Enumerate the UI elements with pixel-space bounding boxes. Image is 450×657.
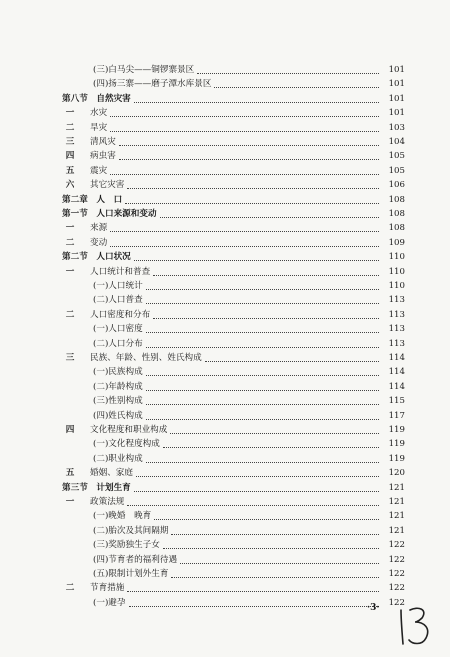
toc-entry-page: 105 <box>388 151 405 162</box>
toc-leader <box>134 481 379 492</box>
toc-leader <box>163 538 379 549</box>
toc-entry-title: 第二章 人 口 <box>62 194 123 205</box>
toc-entry-page: 113 <box>388 309 405 320</box>
toc-entry-page: 110 <box>388 252 405 263</box>
toc-leader <box>119 135 379 146</box>
toc-entry <box>0 596 405 610</box>
toc-entry-title: 第二节 人口状况 <box>62 252 131 263</box>
toc-leader <box>127 178 379 189</box>
toc-entry <box>0 380 405 394</box>
toc-entry-title: (四)扬三寨——磨子潭水库景区 <box>93 79 212 90</box>
toc-entry <box>0 207 405 221</box>
toc-leader <box>180 553 379 564</box>
toc-entry-page: 108 <box>388 194 405 205</box>
toc-entry-page: 121 <box>388 497 405 507</box>
toc-entry-page: 122 <box>388 597 405 608</box>
toc-entry <box>0 193 405 207</box>
toc-entry-page: 117 <box>388 410 405 421</box>
toc-entry-number: 一 <box>65 223 75 234</box>
toc-entry-page: 108 <box>388 209 405 219</box>
toc-entry-title: 人口统计和普查 <box>90 266 151 277</box>
toc-entry-title: 其它灾害 <box>90 180 125 191</box>
toc-entry <box>0 135 405 149</box>
toc-entry <box>0 308 405 322</box>
toc-entry-page: 110 <box>388 281 405 291</box>
toc-entry-title: (一)民族构成 <box>93 367 143 378</box>
toc-leader <box>214 77 379 88</box>
toc-leader <box>146 380 379 391</box>
toc-leader <box>146 452 379 463</box>
toc-leader <box>125 193 379 204</box>
toc-entry-title: (一)晚婚 晚育 <box>93 511 152 522</box>
toc-entry-title: 清风灾 <box>90 137 116 147</box>
toc-leader <box>171 524 379 535</box>
toc-leader <box>154 509 379 520</box>
toc-entry-page: 121 <box>388 511 405 522</box>
toc-entry-number: 一 <box>65 266 75 277</box>
toc-entry-title: 来源 <box>90 223 108 234</box>
toc-entry-page: 119 <box>388 453 405 464</box>
toc-entry-page: 114 <box>388 381 405 392</box>
toc-entry-title: (一)文化程度构成 <box>93 439 160 450</box>
toc-leader <box>153 308 379 319</box>
toc-leader <box>136 466 379 477</box>
toc-entry <box>0 351 405 365</box>
toc-entry-page: 120 <box>388 468 405 479</box>
toc-leader <box>146 365 379 376</box>
toc-entry-page: 106 <box>388 180 405 191</box>
toc-entry <box>0 437 405 451</box>
toc-entry-title: (二)职业构成 <box>93 453 143 464</box>
toc-entry-title: 震灾 <box>90 165 108 176</box>
toc-entry-page: 113 <box>388 324 405 335</box>
toc-entry-page: 108 <box>388 223 405 234</box>
toc-entry <box>0 365 405 379</box>
toc-entry-number: 二 <box>65 309 75 320</box>
toc-entry-number: 一 <box>65 497 75 507</box>
toc-entry <box>0 481 405 495</box>
toc-entry <box>0 250 405 264</box>
handwritten-note-icon <box>396 604 436 648</box>
toc-entry-title: 第一节 人口来源和变动 <box>62 209 157 219</box>
toc-entry-title: 婚姻、家庭 <box>90 468 133 479</box>
toc-leader <box>153 265 379 276</box>
toc-entry-title: 水灾 <box>90 108 108 119</box>
toc-leader <box>134 250 379 261</box>
toc-entry <box>0 452 405 466</box>
toc-entry-number: 二 <box>65 237 75 248</box>
toc-entry-title: (三)白马尖——铜锣寨景区 <box>93 65 195 75</box>
toc-entry <box>0 524 405 538</box>
toc-entry <box>0 581 405 595</box>
toc-entry <box>0 495 405 509</box>
toc-entry <box>0 92 405 106</box>
toc-leader <box>110 221 379 232</box>
toc-leader <box>197 63 379 74</box>
toc-entry-page: 109 <box>388 237 405 248</box>
toc-entry-number: 二 <box>65 122 75 133</box>
toc-entry-page: 122 <box>388 554 405 565</box>
toc-leader <box>146 322 379 333</box>
toc-entry-page: 122 <box>388 540 405 551</box>
toc-entry <box>0 394 405 408</box>
toc-leader <box>127 495 379 506</box>
toc-entry-title: (二)年龄构成 <box>93 381 143 392</box>
toc-entry-title: (一)避孕 <box>93 597 126 608</box>
toc-entry <box>0 178 405 192</box>
toc-leader <box>146 337 379 348</box>
toc-entry-title: 旱灾 <box>90 122 108 133</box>
toc-entry-page: 121 <box>388 525 405 536</box>
toc-entry-page: 114 <box>388 367 405 378</box>
toc-entry-page: 101 <box>388 93 405 104</box>
toc-entry <box>0 265 405 279</box>
toc-leader <box>146 409 379 420</box>
toc-entry-title: 病虫害 <box>90 151 116 162</box>
toc-leader <box>110 164 379 175</box>
toc-entry <box>0 409 405 423</box>
toc-leader <box>119 149 379 160</box>
toc-entry <box>0 538 405 552</box>
toc-entry-page: 113 <box>388 295 405 306</box>
toc-entry <box>0 466 405 480</box>
toc-entry-page: 119 <box>388 425 405 435</box>
toc-entry <box>0 149 405 163</box>
toc-entry-number: 四 <box>65 151 75 162</box>
toc-entry-title: (一)人口统计 <box>93 281 143 291</box>
toc-entry-number: 五 <box>65 468 75 479</box>
toc-leader <box>110 106 379 117</box>
page-number: ·3· <box>367 603 380 613</box>
toc-entry <box>0 221 405 235</box>
toc-entry <box>0 164 405 178</box>
toc-entry <box>0 106 405 120</box>
toc-entry-page: 104 <box>388 137 405 147</box>
toc-entry-title: 民族、年龄、性别、姓氏构成 <box>90 353 202 363</box>
toc-entry-page: 121 <box>388 482 405 493</box>
toc-entry <box>0 553 405 567</box>
toc-entry-page: 113 <box>388 338 405 349</box>
toc-entry-title: (三)性别构成 <box>93 396 143 407</box>
toc-entry-number: 五 <box>65 165 75 176</box>
toc-entry-page: 115 <box>388 396 405 407</box>
toc-leader <box>110 236 379 247</box>
toc-entry-page: 103 <box>388 122 405 133</box>
toc-entry <box>0 322 405 336</box>
toc-entry-title: (五)限制计划外生育 <box>93 569 169 579</box>
toc-entry-title: 第三节 计划生育 <box>62 482 131 493</box>
toc-entry-title: (二)人口分布 <box>93 338 143 349</box>
toc-entry-page: 101 <box>388 65 405 75</box>
toc-entry <box>0 77 405 91</box>
toc-entry <box>0 423 405 437</box>
toc-entry-number: 二 <box>65 583 75 594</box>
toc-entry-title: 节育措施 <box>90 583 125 594</box>
toc-entry-title: (三)奖励独生子女 <box>93 540 160 551</box>
toc-entry <box>0 337 405 351</box>
toc-leader <box>134 92 379 103</box>
toc-entry <box>0 279 405 293</box>
toc-entry <box>0 509 405 523</box>
toc-entry-page: 101 <box>388 79 405 90</box>
toc-entry-page: 122 <box>388 583 405 594</box>
toc-entry-title: (二)胎次及其间隔期 <box>93 525 169 536</box>
toc-leader <box>127 581 379 592</box>
toc-leader <box>146 394 379 405</box>
toc-leader <box>110 121 379 132</box>
toc-entry-number: 六 <box>65 180 75 191</box>
toc-entry-number: 三 <box>65 137 75 147</box>
toc-entry <box>0 293 405 307</box>
toc-leader <box>163 437 379 448</box>
toc-leader <box>146 293 379 304</box>
toc-entry-title: (二)人口普查 <box>93 295 143 306</box>
toc-entry-title: 文化程度和职业构成 <box>90 425 168 435</box>
toc-entry-title: (一)人口密度 <box>93 324 143 335</box>
toc-entry-page: 101 <box>388 108 405 119</box>
toc-entry <box>0 121 405 135</box>
toc-entry-title: (四)姓氏构成 <box>93 410 143 421</box>
toc-entry-title: 变动 <box>90 237 108 248</box>
toc-entry-page: 119 <box>388 439 405 450</box>
toc-entry-number: 一 <box>65 108 75 119</box>
toc-entry-title: (四)节育者的福利待遇 <box>93 554 178 565</box>
toc-entry-page: 114 <box>388 353 405 363</box>
toc-leader <box>170 423 379 434</box>
toc-entry <box>0 567 405 581</box>
toc-entry-title: 第八节 自然灾害 <box>62 93 131 104</box>
toc-leader <box>205 351 379 362</box>
toc-entry <box>0 63 405 77</box>
toc-entry-page: 122 <box>388 569 405 579</box>
toc-entry-title: 人口密度和分布 <box>90 309 151 320</box>
toc-entry-number: 三 <box>65 353 75 363</box>
toc-leader <box>171 567 379 578</box>
toc-leader <box>129 596 380 607</box>
toc-entry-title: 政策法规 <box>90 497 125 507</box>
toc-entry-page: 110 <box>388 266 405 277</box>
toc-entry-page: 105 <box>388 165 405 176</box>
toc-entry-number: 四 <box>65 425 75 435</box>
toc-leader <box>146 279 379 290</box>
toc-entry <box>0 236 405 250</box>
toc-leader <box>160 207 379 218</box>
